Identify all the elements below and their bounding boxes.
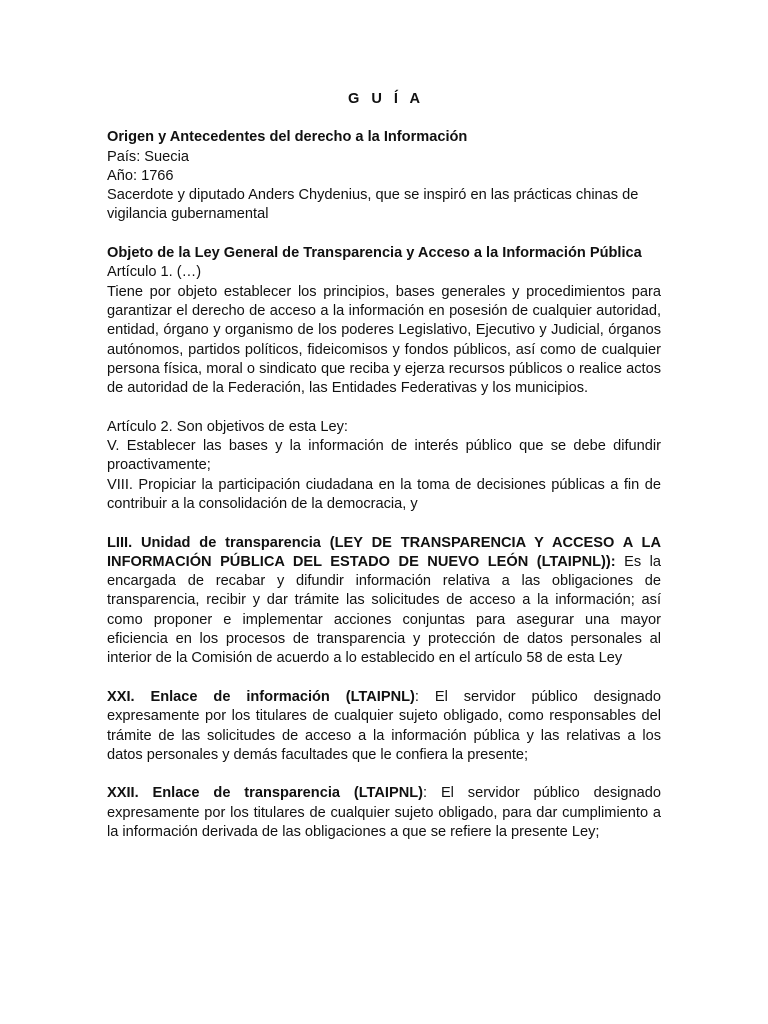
definition-term: XXII. Enlace de transparencia (LTAIPNL) [107,785,424,802]
section-enlace-informacion [107,688,661,765]
section-origen [107,128,661,224]
section-enlace-transparencia [107,784,661,842]
articulo-2-label: Artículo 2. Son objetivos de esta Ley: [107,418,348,435]
articulo-1-text: Tiene por objeto establecer los principios, bases generales y procedimientos para garantizar el derecho de acceso a la información en posesión de cualquier autoridad, entidad, órgano y organismo de los poderes Legislativo, Ejecutivo y Judicial, órganos autónomos, partidos políticos, fideicomisos y fondos públicos, así como de cualquier persona física, moral o sindicato que reciba y ejerza recursos públicos o realice actos de autoridad de la Federación, las Entidades Federativas y los municipios. [107,283,661,397]
section-objetivos [107,418,661,514]
pais-line: País: Suecia [107,148,189,165]
definition-paragraph [107,534,661,669]
definition-text: : El servidor público designado expresamente por los titulares de cualquier sujeto obligado, para dar cumplimiento a la información derivada de las obligaciones a que se refiere la presente Ley; [107,785,661,840]
definition-term: XXI. Enlace de información (LTAIPNL) [107,688,415,705]
section-heading: Objeto de la Ley General de Transparencia y Acceso a la Información Pública [107,245,642,262]
definition-text: Es la encargada de recabar y difundir información relativa a las obligaciones de transparencia, recibir y dar trámite las solicitudes de acceso a la información; así como proponer e implementar acciones conjuntas para asegurar una mayor eficiencia en los procesos de transparencia y protección de datos personales al interior de la Comisión de acuerdo a lo establecido en el artículo 58 de esta Ley [107,553,662,667]
fraccion-v: V. Establecer las bases y la información de interés público que se debe difundir proactivamente; [107,438,661,474]
document-page [107,90,661,862]
origen-text: Sacerdote y diputado Anders Chydenius, que se inspiró en las prácticas chinas de vigilancia gubernamental [107,187,639,223]
document-title: G U Í A [347,91,425,107]
section-objeto [107,244,661,398]
definition-paragraph [107,784,661,842]
section-heading: Origen y Antecedentes del derecho a la Información [107,129,468,146]
articulo-1-label: Artículo 1. (…) [107,264,202,281]
definition-term: LIII. Unidad de transparencia (LEY DE TRANSPARENCIA Y ACCESO A LA INFORMACIÓN PÚBLICA DEL ESTADO DE NUEVO LEÓN (LTAIPNL)): [107,534,661,570]
fraccion-viii: VIII. Propiciar la participación ciudadana en la toma de decisiones públicas a fin de contribuir a la consolidación de la democracia, y [107,476,661,512]
anio-line: Año: 1766 [107,167,174,184]
section-unidad-transparencia [107,534,661,669]
definition-text: : El servidor público designado expresamente por los titulares de cualquier sujeto obligado, como responsables del trámite de las solicitudes de acceso a la información pública y las relativas a los datos personales y demás facultades que le confiera la presente; [107,688,661,763]
definition-paragraph [107,688,661,765]
